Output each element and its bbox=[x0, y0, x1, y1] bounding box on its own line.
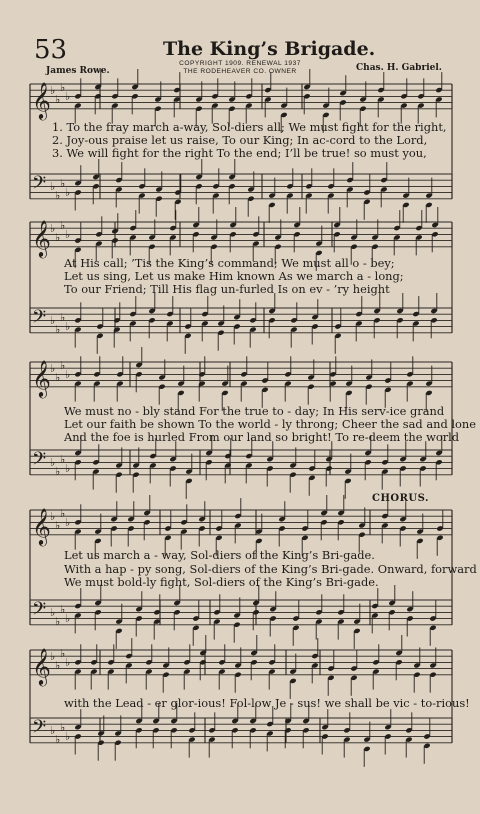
bass-staff bbox=[30, 293, 452, 354]
flat-icon: ♭ bbox=[50, 650, 56, 663]
treble-staff bbox=[30, 635, 452, 699]
flat-icon: ♭ bbox=[55, 733, 61, 746]
treble-clef-icon: 𝄞 bbox=[32, 359, 51, 397]
copyright-line-1: COPYRIGHT 1909. RENEWAL 1937 bbox=[179, 60, 301, 67]
flat-icon: ♭ bbox=[55, 465, 61, 478]
flat-icon: ♭ bbox=[50, 362, 56, 375]
flat-icon: ♭ bbox=[50, 456, 56, 469]
flat-icon: ♭ bbox=[60, 647, 66, 660]
flat-icon: ♭ bbox=[50, 606, 56, 619]
note-group bbox=[74, 703, 430, 767]
copyright-line-2: THE RODEHEAVER CO. OWNER bbox=[183, 68, 297, 75]
music-system-5 bbox=[0, 640, 480, 790]
flat-icon: ♭ bbox=[60, 311, 66, 324]
note-group bbox=[74, 635, 436, 699]
flat-icon: ♭ bbox=[65, 612, 71, 625]
flat-icon: ♭ bbox=[55, 371, 61, 384]
flat-icon: ♭ bbox=[60, 721, 66, 734]
lyricist-credit: James Rowe. bbox=[46, 66, 110, 76]
hymn-title: The King’s Brigade. bbox=[163, 38, 376, 60]
flat-icon: ♭ bbox=[55, 659, 61, 672]
bass-clef-icon: 𝄢 bbox=[32, 599, 47, 624]
flat-icon: ♭ bbox=[50, 510, 56, 523]
lyric-line-1-2: 2. Joy-ous praise let us raise, To our King; In ac-cord to the Lord, bbox=[52, 133, 428, 147]
flat-icon: ♭ bbox=[55, 189, 61, 202]
bass-clef-icon: 𝄢 bbox=[32, 449, 47, 474]
lyric-line-5-1: with the Lead - er glor-ious! Fol-low Je - sus! we shall be vic - to-rious! bbox=[64, 696, 470, 710]
flat-icon: ♭ bbox=[65, 656, 71, 669]
bass-staff bbox=[30, 435, 452, 499]
flat-icon: ♭ bbox=[50, 84, 56, 97]
flat-icon: ♭ bbox=[55, 231, 61, 244]
bass-clef-icon: 𝄢 bbox=[32, 717, 47, 742]
lyric-line-2-1: At His call; ’Tis the King’s command; We must all o - bey; bbox=[64, 256, 395, 270]
lyric-line-1-3: 3. We will fight for the right To the end; I’ll be true! so must you, bbox=[52, 146, 427, 160]
flat-icon: ♭ bbox=[65, 516, 71, 529]
bass-clef-icon: 𝄢 bbox=[32, 307, 47, 332]
flat-icon: ♭ bbox=[65, 186, 71, 199]
bass-staff bbox=[30, 703, 452, 767]
flat-icon: ♭ bbox=[65, 228, 71, 241]
flat-icon: ♭ bbox=[50, 724, 56, 737]
flat-icon: ♭ bbox=[65, 368, 71, 381]
hymn-number: 53 bbox=[34, 35, 68, 65]
note-group bbox=[74, 347, 432, 411]
flat-icon: ♭ bbox=[55, 519, 61, 532]
flat-icon: ♭ bbox=[60, 603, 66, 616]
lyric-line-1-1: 1. To the fray march a-way, Sol-diers all; We must fight for the right, bbox=[52, 120, 447, 134]
chorus-label: CHORUS. bbox=[372, 493, 429, 504]
note-group bbox=[74, 293, 437, 354]
treble-clef-icon: 𝄞 bbox=[32, 647, 51, 685]
flat-icon: ♭ bbox=[60, 81, 66, 94]
treble-clef-icon: 𝄞 bbox=[32, 507, 51, 545]
flat-icon: ♭ bbox=[65, 90, 71, 103]
flat-icon: ♭ bbox=[60, 177, 66, 190]
flat-icon: ♭ bbox=[60, 507, 66, 520]
flat-icon: ♭ bbox=[65, 320, 71, 333]
lyric-line-4-1: Let us march a - way, Sol-diers of the King’s Bri-gade. bbox=[64, 548, 375, 562]
bass-clef-icon: 𝄢 bbox=[32, 173, 47, 198]
flat-icon: ♭ bbox=[55, 323, 61, 336]
flat-icon: ♭ bbox=[55, 93, 61, 106]
lyric-line-2-2: Let us sing, Let us make Him known As we march a - long; bbox=[64, 269, 404, 283]
lyric-line-3-2: Let our faith be shown To the world - ly throng; Cheer the sad and lone bbox=[64, 417, 476, 431]
flat-icon: ♭ bbox=[60, 359, 66, 372]
flat-icon: ♭ bbox=[60, 219, 66, 232]
treble-staff bbox=[30, 347, 452, 411]
flat-icon: ♭ bbox=[50, 314, 56, 327]
lyric-line-4-2: With a hap - py song, Sol-diers of the King’s Bri-gade. Onward, forward bbox=[64, 562, 477, 576]
flat-icon: ♭ bbox=[55, 615, 61, 628]
treble-clef-icon: 𝄞 bbox=[32, 81, 51, 119]
lyric-line-3-3: And the foe is hurled From our land so bright! To re-deem the world bbox=[64, 430, 460, 444]
composer-credit: Chas. H. Gabriel. bbox=[356, 63, 442, 73]
lyric-line-3-1: We must no - bly stand For the true to - day; In His serv-ice grand bbox=[64, 404, 445, 418]
lyric-line-2-3: To our Friend; Till His flag un-furled Is on ev - ’ry height bbox=[64, 282, 390, 296]
flat-icon: ♭ bbox=[60, 453, 66, 466]
flat-icon: ♭ bbox=[50, 222, 56, 235]
treble-clef-icon: 𝄞 bbox=[32, 219, 51, 257]
flat-icon: ♭ bbox=[50, 180, 56, 193]
flat-icon: ♭ bbox=[65, 730, 71, 743]
lyric-line-4-3: We must bold-ly fight, Sol-diers of the King’s Bri-gade. bbox=[64, 575, 379, 589]
flat-icon: ♭ bbox=[65, 462, 71, 475]
